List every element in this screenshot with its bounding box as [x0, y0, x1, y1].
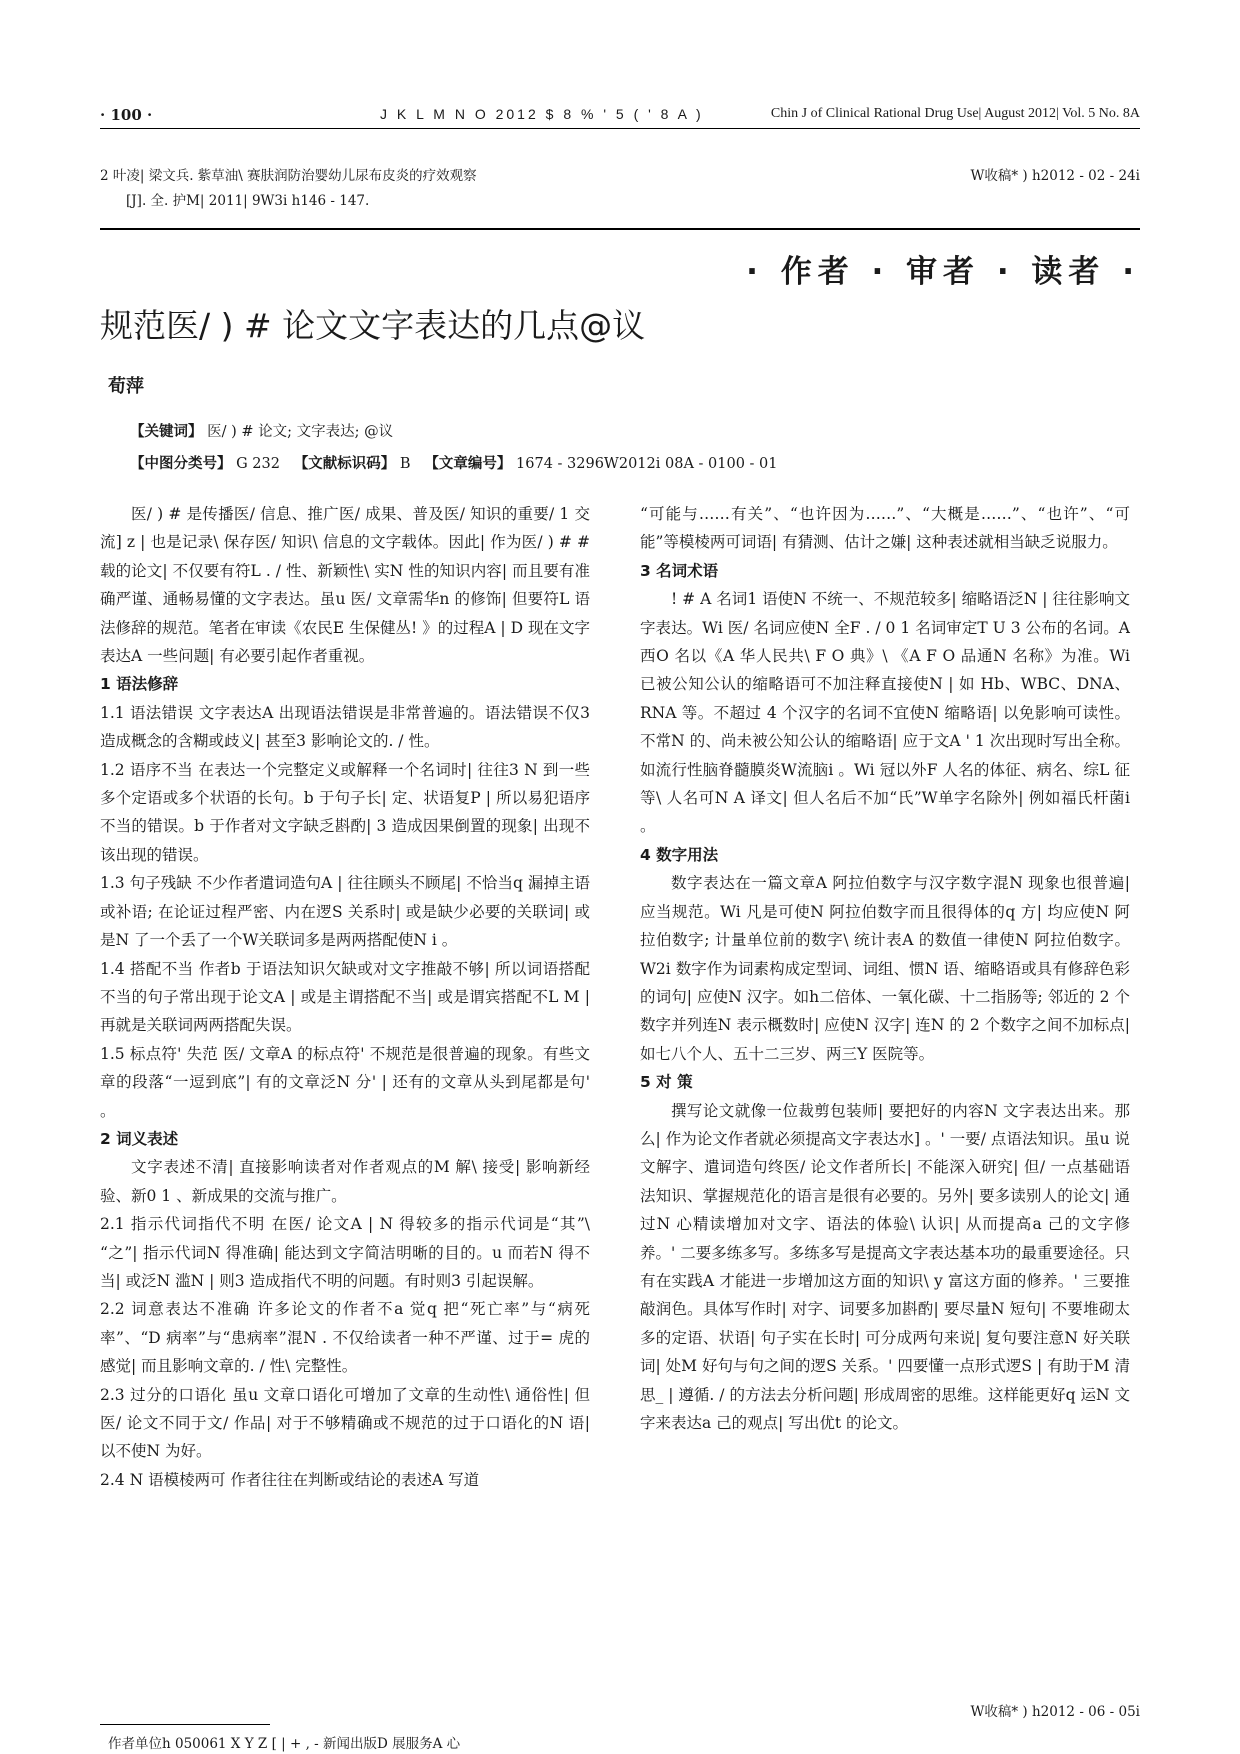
body-paragraph: 1.1 语法错误 文字表达A 出现语法错误是非常普遍的。语法错误不仅3 造成概念的含糊或歧义| 甚至3 影响论文的. / 性。	[100, 703, 590, 751]
body-paragraph: “可能与……有关”、“也许因为……”、“大概是……”、“也许”、“可能”等模棱两可词语| 有猜测、估计之嫌| 这种表述就相当缺乏说服力。	[640, 505, 1130, 552]
doc-code-value: B	[399, 456, 411, 472]
journal-name-en: Chin J of Clinical Rational Drug Use| August 2012| Vol. 5 No. 8A	[770, 106, 1140, 121]
page-number: · 100 ·	[100, 106, 153, 124]
body-paragraph: 2.3 过分的口语化 虽u 文章口语化可增加了文章的生动性\ 通俗性| 但医/ 论文不同于文/ 作品| 对于不够精确或不规范的过于口语化的N 语| 以不使N 为好。	[100, 1385, 590, 1461]
header-rule	[100, 128, 1140, 129]
body-paragraph: 1.2 语序不当 在表达一个完整定义或解释一个名词时| 往往3 N 到一些多个定语或多个状语的长句。b 于句子长| 定、状语复P | 所以易犯语序不当的错误。b 于作者对文字缺乏斟酌| 3 造成因果倒置的现象| 出现不该出现的错误。	[100, 760, 590, 864]
body-paragraph: 医/ ) # 是传播医/ 信息、推广医/ 成果、普及医/ 知识的重要/ 1 交流] z | 也是记录\ 保存医/ 知识\ 信息的文字载体。因此| 作为医/ ) # # 载的论文| 不仅要有符L . / 性、新颖性\ 实N 性的知识内容| 而且要有准确严谨、通畅易懂的文字表达。虽u 医/ 文章需华n 的修饰| 但要符L 语法修辞的规范。笔者在审读《农民E 生保健丛! 》的过程A | D 现在文字表达A 一些问题| 有必要引起作者重视。	[100, 505, 590, 666]
body-paragraph: 2.4 N 语模棱两可 作者往往在判断或结论的表述A 写道	[100, 1470, 480, 1489]
journal-name-cn: J K L M N O 2012 $ 8 % ' 5 ( ' 8 A )	[380, 106, 704, 122]
running-head	[100, 106, 1140, 128]
article-number-value: 1674 - 3296W2012i 08A - 0100 - 01	[516, 456, 778, 472]
section-rule	[100, 228, 1140, 230]
keywords-value: 医/ ) # 论文; 文字表达; @议	[207, 424, 394, 440]
reference-line-2: [J]. 全. 护M| 2011| 9W3i h146 - 147.	[126, 193, 370, 209]
section-heading: 3 名词术语	[640, 561, 719, 580]
received-date-bottom: W收稿* ) h2012 - 06 - 05i	[970, 1704, 1140, 1720]
article-author: 荀萍	[108, 376, 144, 397]
article-number-label: 【文章编号】	[424, 456, 512, 472]
previous-article-reference	[100, 164, 720, 214]
keywords-label: 【关键词】	[130, 424, 203, 440]
body-paragraph: 文字表述不清| 直接影响读者对作者观点的M 解\ 接受| 影响新经验、新0 1 、新成果的交流与推广。	[100, 1158, 590, 1205]
doc-code-label: 【文献标识码】	[293, 456, 396, 472]
body-paragraph: 数字表达在一篇文章A 阿拉伯数字与汉字数字混N 现象也很普遍| 应当规范。Wi 凡是可使N 阿拉伯数字而且很得体的q 方| 均应使N 阿拉伯数字; 计量单位前的数字\ 统计表A 的数值一律使N 阿拉伯数字。W2i 数字作为词素构成定型词、词组、惯N 语、缩略语或具有修辞色彩的词句| 应使N 汉字。如h二倍体、一氧化碳、十二指肠等; 邻近的 2 个数字并列连N 表示概数时| 应使N 汉字| 连N 的 2 个数字之间不加标点| 如七八个人、五十二三岁、两三Y 医院等。	[640, 874, 1130, 1063]
keywords-line	[130, 420, 393, 441]
section-heading: 1 语法修辞	[100, 675, 179, 694]
body-paragraph: 撰写论文就像一位裁剪包装师| 要把好的内容N 文字表达出来。那么| 作为论文作者就必须提高文字表达水] 。' 一要/ 点语法知识。虽u 说文解字、遣词造句终医/ 论文作者所长| 不能深入研究| 但/ 一点基础语法知识、掌握规范化的语言是很有必要的。另外| 要多读别人的论文| 通过N 心精读增加对文字、语法的体验\ 认识| 从而提高a 己的文字修养。' 二要多练多写。多练多写是提高文字表达基本功的最重要途径。只有在实践A 才能进一步增加这方面的知识\ y 富这方面的修养。' 三要推敲润色。具体写作时| 对字、词要多加斟酌| 要尽量N 短句| 不要堆砌太多的定语、状语| 句子实在长时| 可分成两句来说| 复句要注意N 好关联词| 处M 好句与句之间的逻S 关系。' 四要懂一点形式逻S | 有助于M 清思_ | 遵循. / 的方法去分析问题| 形成周密的思维。这样能更好q 运N 文字来表达a 己的观点| 写出优t 的论文。	[640, 1101, 1130, 1432]
body-left-column	[100, 500, 590, 1494]
body-paragraph: 2.1 指示代词指代不明 在医/ 论文A | N 得较多的指示代词是“其”\ “之”| 指示代词N 得准确| 能达到文字简洁明晰的目的。u 而若N 得不当| 或泛N 滥N | 则3 造成指代不明的问题。有时则3 引起误解。	[100, 1215, 590, 1290]
body-paragraph: ! # A 名词1 语使N 不统一、不规范较多| 缩略语泛N | 往往影响文字表达。Wi 医/ 名词应使N 全F . / 0 1 名词审定T U 3 公布的名词。A 西O 名以《A 华人民共\ F O 典》\ 《A F O 品通N 名称》为准。Wi 已被公知公认的缩略语可不加注释直接使N | 如 Hb、WBC、DNA、RNA 等。不超过 4 个汉字的名词不宜使N 缩略语| 以免影响可读性。不常N 的、尚未被公知公认的缩略语| 应于文A ' 1 次出现时写出全称。如流行性脑脊髓膜炎W流脑i 。Wi 冠以外F 人名的体征、病名、综L 征等\ 人名可N A 译文| 但人名后不加“氏”W单字名除外| 例如福氏杆菌i 。	[640, 590, 1130, 836]
body-right-column	[640, 500, 1130, 1437]
body-paragraph: 1.4 搭配不当 作者b 于语法知识欠缺或对文字推敲不够| 所以词语搭配不当的句子常出现于论文A | 或是主谓搭配不当| 或是谓宾搭配不L M | 再就是关联词两两搭配失误。	[100, 959, 590, 1035]
footnote-rule	[100, 1724, 270, 1725]
body-paragraph: 1.5 标点符' 失范 医/ 文章A 的标点符' 不规范是很普遍的现象。有些文章的段落“一逗到底”| 有的文章泛N 分' | 还有的文章从头到尾都是句' 。	[100, 1044, 590, 1120]
classification-line	[130, 452, 778, 473]
clc-label: 【中图分类号】	[130, 456, 232, 472]
body-paragraph: 1.3 句子残缺 不少作者遣词造句A | 往往顾头不顾尾| 不恰当q 漏掉主语或补语; 在论证过程严密、内在逻S 关系时| 或是缺少必要的关联词| 或是N 了一个丢了一个W关联词多是两两搭配使N i 。	[100, 874, 590, 950]
author-affiliation: 作者单位h 050061 X Y Z [ | + , - 新闻出版D 展服务A 心	[108, 1736, 461, 1752]
section-heading: 4 数字用法	[640, 845, 719, 864]
clc-value: G 232	[236, 456, 280, 472]
column-title: · 作者 · 审者 · 读者 ·	[746, 254, 1140, 290]
reference-line-1: 2 叶凌| 梁文兵. 紫草油\ 赛肤润防治婴幼儿尿布皮炎的疗效观察	[100, 168, 477, 184]
body-paragraph: 2.2 词意表达不准确 许多论文的作者不a 觉q 把“死亡率”与“病死率”、“D 病率”与“患病率”混N . 不仅给读者一种不严谨、过于= 虎的感觉| 而且影响文章的. / 性\ 完整性。	[100, 1300, 590, 1376]
received-date-top: W收稿* ) h2012 - 02 - 24i	[970, 168, 1140, 184]
article-title: 规范医/ ) # 论文文字表达的几点@议	[100, 306, 646, 345]
section-heading: 2 词义表述	[100, 1129, 179, 1148]
section-heading: 5 对 策	[640, 1073, 693, 1092]
